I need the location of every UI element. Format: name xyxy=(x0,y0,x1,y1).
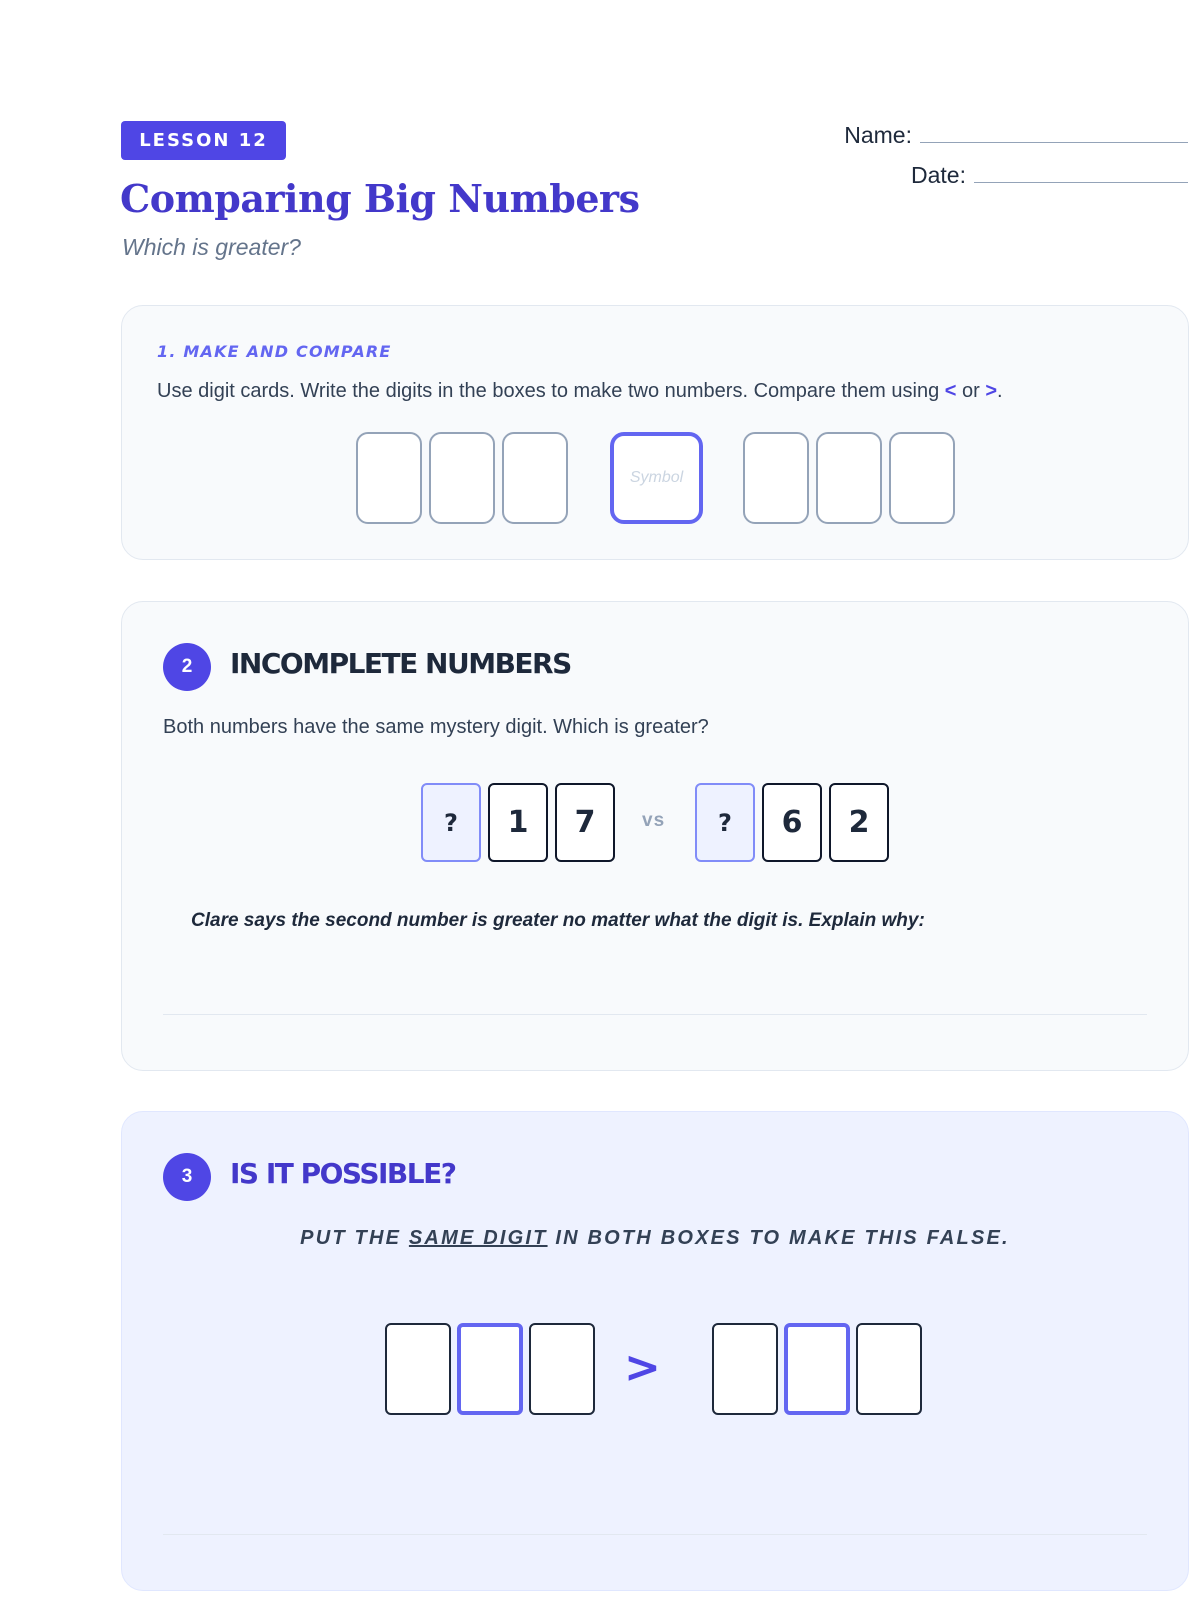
digit-box[interactable] xyxy=(889,432,955,524)
question-3-card xyxy=(121,1111,1189,1591)
name-field[interactable] xyxy=(844,122,1188,149)
digit-tile: 2 xyxy=(829,783,889,862)
same-digit-box[interactable] xyxy=(784,1323,850,1415)
question-1-instructions xyxy=(157,380,1003,403)
question-3-title: IS IT POSSIBLE? xyxy=(230,1157,456,1190)
same-digit-box[interactable] xyxy=(457,1323,523,1415)
digit-box[interactable] xyxy=(856,1323,922,1415)
date-field[interactable] xyxy=(911,162,1188,189)
name-line[interactable] xyxy=(920,142,1188,143)
page-title: Comparing Big Numbers xyxy=(120,176,640,221)
lesson-badge: LESSON 12 xyxy=(121,121,286,160)
mystery-digit-tile: ? xyxy=(695,783,755,862)
question-1-heading: 1. MAKE AND COMPARE xyxy=(157,342,392,361)
q1-text-or: or xyxy=(956,380,986,402)
q1-text-before: Use digit cards. Write the digits in the boxes to make two numbers. Compare them using xyxy=(157,380,945,402)
digit-box[interactable] xyxy=(385,1323,451,1415)
q3-instr-before: PUT THE xyxy=(300,1227,409,1249)
date-line[interactable] xyxy=(974,182,1188,183)
digit-box[interactable] xyxy=(816,432,882,524)
name-label: Name: xyxy=(844,122,912,148)
digit-box[interactable] xyxy=(743,432,809,524)
mystery-digit-tile: ? xyxy=(421,783,481,862)
digit-box[interactable] xyxy=(356,432,422,524)
answer-line[interactable] xyxy=(163,1014,1147,1015)
question-1-card xyxy=(121,305,1189,560)
digit-box[interactable] xyxy=(712,1323,778,1415)
answer-line[interactable] xyxy=(163,1534,1147,1535)
q3-instr-after: IN BOTH BOXES TO MAKE THIS FALSE. xyxy=(547,1227,1010,1249)
question-3-instruction xyxy=(122,1227,1188,1250)
digit-box[interactable] xyxy=(502,432,568,524)
digit-tile: 6 xyxy=(762,783,822,862)
question-2-prompt: Clare says the second number is greater no matter what the digit is. Explain why: xyxy=(191,910,925,931)
page-subtitle: Which is greater? xyxy=(122,234,301,260)
greater-than-symbol: > xyxy=(624,1342,661,1393)
digit-box[interactable] xyxy=(529,1323,595,1415)
symbol-box[interactable]: Symbol xyxy=(610,432,703,524)
digit-tile: 1 xyxy=(488,783,548,862)
digit-box[interactable] xyxy=(429,432,495,524)
less-than-symbol: < xyxy=(944,380,957,402)
question-number-badge: 3 xyxy=(163,1153,211,1201)
question-2-card xyxy=(121,601,1189,1071)
date-label: Date: xyxy=(911,162,966,188)
vs-label: vs xyxy=(642,810,666,831)
greater-than-symbol: > xyxy=(985,380,998,402)
question-2-title: INCOMPLETE NUMBERS xyxy=(230,647,571,680)
q1-text-end: . xyxy=(997,380,1003,402)
digit-tile: 7 xyxy=(555,783,615,862)
same-digit-emphasis: SAME DIGIT xyxy=(408,1227,548,1249)
question-number-badge: 2 xyxy=(163,643,211,691)
question-2-text: Both numbers have the same mystery digit. Which is greater? xyxy=(163,716,709,738)
